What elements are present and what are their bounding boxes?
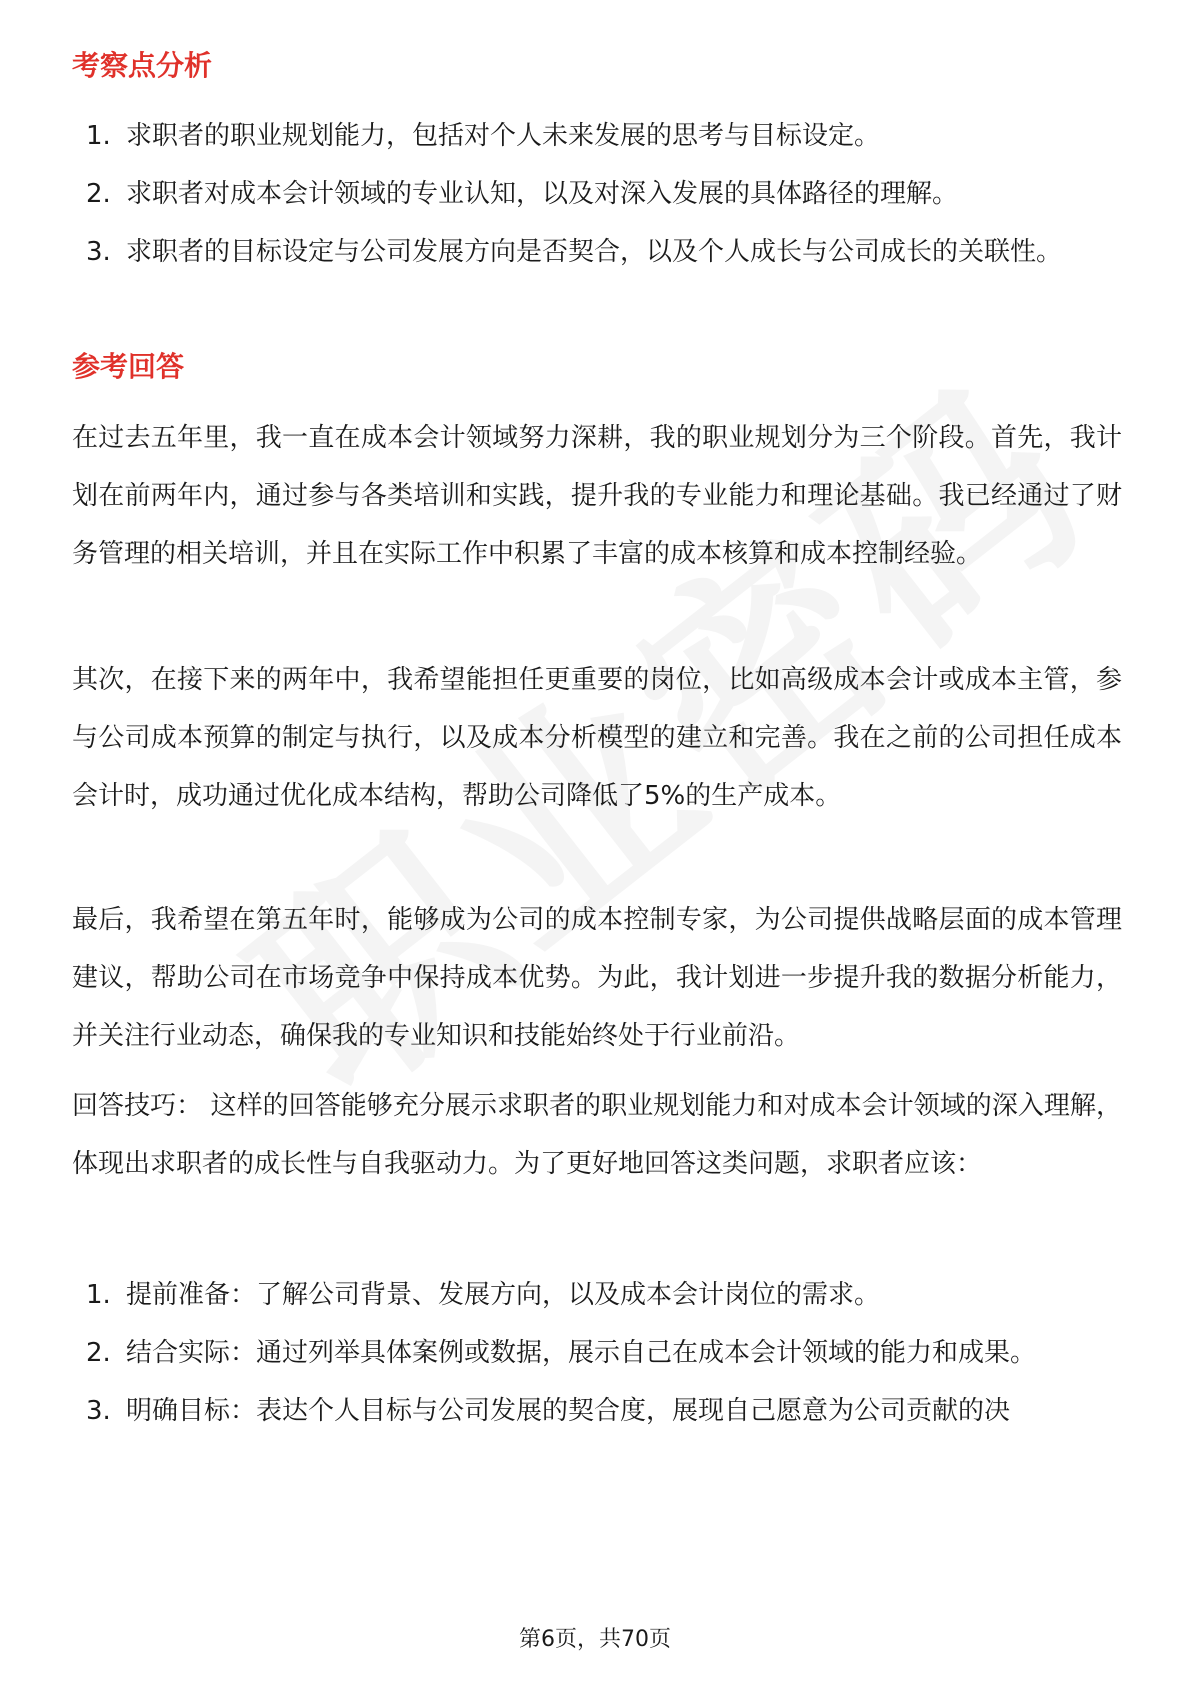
list-item-text: 求职者对成本会计领域的专业认知，以及对深入发展的具体路径的理解。	[126, 179, 959, 209]
list-item	[72, 1266, 1122, 1324]
list-item-text: 提前准备：了解公司背景、发展方向，以及成本会计岗位的需求。	[126, 1280, 881, 1310]
list-number: 2.	[86, 179, 111, 209]
tips-list	[72, 1266, 1122, 1440]
list-item	[72, 1382, 1122, 1440]
answer-heading: 参考回答	[72, 350, 185, 383]
list-item-text: 明确目标：表达个人目标与公司发展的契合度，展现自己愿意为公司贡献的决	[126, 1396, 1011, 1426]
list-item	[72, 223, 1122, 281]
answer-paragraph-3: 最后，我希望在第五年时，能够成为公司的成本控制专家，为公司提供战略层面的成本管理建议，帮助公司在市场竞争中保持成本优势。为此，我计划进一步提升我的数据分析能力，并关注行业动态，确保我的专业知识和技能始终处于行业前沿。	[72, 905, 1122, 1051]
list-number: 3.	[86, 237, 111, 267]
list-item	[72, 107, 1122, 165]
list-item	[72, 1324, 1122, 1382]
list-number: 3.	[86, 1396, 111, 1426]
page-number: 第6页，共70页	[519, 1627, 671, 1652]
list-number: 1.	[86, 1280, 111, 1310]
answer-paragraph-2: 其次，在接下来的两年中，我希望能担任更重要的岗位，比如高级成本会计或成本主管，参与公司成本预算的制定与执行，以及成本分析模型的建立和完善。我在之前的公司担任成本会计时，成功通过优化成本结构，帮助公司降低了5%的生产成本。	[72, 665, 1122, 811]
list-number: 1.	[86, 121, 111, 151]
answer-tips-intro: 回答技巧： 这样的回答能够充分展示求职者的职业规划能力和对成本会计领域的深入理解，体现出求职者的成长性与自我驱动力。为了更好地回答这类问题，求职者应该：	[72, 1091, 1122, 1179]
list-item-text: 求职者的目标设定与公司发展方向是否契合，以及个人成长与公司成长的关联性。	[126, 237, 1063, 267]
list-number: 2.	[86, 1338, 111, 1368]
list-item-text: 结合实际：通过列举具体案例或数据，展示自己在成本会计领域的能力和成果。	[126, 1338, 1037, 1368]
list-item	[72, 165, 1122, 223]
analysis-heading: 考察点分析	[72, 49, 213, 82]
list-item-text: 求职者的职业规划能力，包括对个人未来发展的思考与目标设定。	[126, 121, 881, 151]
answer-paragraph-1: 在过去五年里，我一直在成本会计领域努力深耕，我的职业规划分为三个阶段。首先，我计划在前两年内，通过参与各类培训和实践，提升我的专业能力和理论基础。我已经通过了财务管理的相关培训，并且在实际工作中积累了丰富的成本核算和成本控制经验。	[72, 423, 1122, 569]
analysis-list	[72, 107, 1122, 281]
